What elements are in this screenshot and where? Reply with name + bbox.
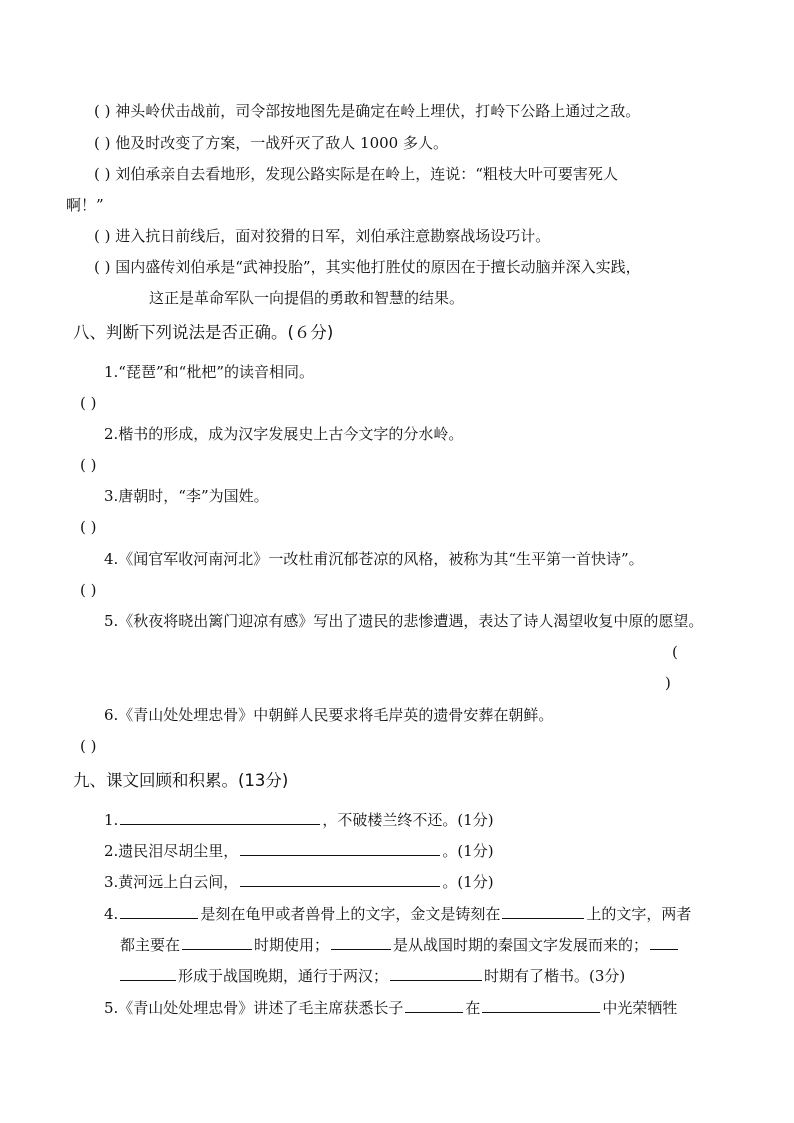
- judge-item-5: 5.《秋夜将晓出篱门迎凉有感》写出了遗民的悲惨遭遇，表达了诗人渴望收复中原的愿望。: [104, 612, 704, 630]
- order-item-1: [94, 101, 640, 121]
- order-item-text: 刘伯承亲自去看地形，发现公路实际是在岭上，连说：“粗枝大叶可要害死人: [115, 165, 618, 183]
- fill-blank[interactable]: [120, 809, 320, 825]
- fill-blank[interactable]: [240, 840, 440, 856]
- recall-q5: 5.《青山处处埋忠骨》讲述了毛主席获悉长子 在 中光荣牺牲: [104, 999, 678, 1017]
- fill-blank[interactable]: [120, 965, 176, 981]
- section-9-title: 九、课文回顾和积累。(13分): [73, 771, 289, 790]
- recall-q2: 2.遗民泪尽胡尘里， 。(1分): [104, 842, 494, 860]
- order-item-text: 进入抗日前线后，面对狡猾的日军，刘伯承注意勘察战场设巧计。: [115, 227, 551, 245]
- judge-item-3: 3.唐朝时，“李”为国姓。: [104, 487, 269, 505]
- recall-q1: 1. ，不破楼兰终不还。(1分): [104, 811, 494, 829]
- order-item-5-continuation: 这正是革命军队一向提倡的勇敢和智慧的结果。: [149, 289, 465, 307]
- fill-blank[interactable]: [182, 934, 252, 950]
- answer-bracket[interactable]: ( ): [94, 102, 111, 120]
- fill-blank[interactable]: [502, 903, 584, 919]
- fill-blank[interactable]: [482, 997, 600, 1013]
- section-8-title: 八、判断下列说法是否正确。(６分): [73, 323, 334, 342]
- recall-q3: 3.黄河远上白云间， 。(1分): [104, 873, 494, 891]
- judge-bracket-1[interactable]: ( ): [80, 394, 97, 412]
- judge-item-1: 1.“琵琶”和“枇杷”的读音相同。: [104, 363, 314, 381]
- recall-q4-line3: 形成于战国晚期，通行于两汉； 时期有了楷书。(3分): [120, 965, 625, 986]
- order-item-3-continuation: 啊！”: [66, 196, 104, 214]
- fill-blank[interactable]: [331, 934, 391, 950]
- judge-bracket-6[interactable]: ( ): [80, 737, 97, 755]
- answer-bracket[interactable]: ( ): [94, 165, 111, 183]
- order-item-text: 他及时改变了方案，一战歼灭了敌人 1000 多人。: [115, 134, 448, 152]
- judge-bracket-5-open[interactable]: (: [672, 643, 678, 661]
- fill-blank[interactable]: [390, 965, 482, 981]
- order-item-4: [94, 226, 550, 246]
- recall-q4-line2: 都主要在 时期使用； 是从战国时期的秦国文字发展而来的；: [120, 934, 680, 955]
- order-item-text: 国内盛传刘伯承是“武神投胎”，其实他打胜仗的原因在于擅长动脑并深入实践，: [115, 258, 641, 276]
- recall-q4-line1: 4. 是刻在龟甲或者兽骨上的文字，金文是铸刻在 上的文字，两者: [104, 905, 692, 923]
- fill-blank[interactable]: [120, 903, 198, 919]
- answer-bracket[interactable]: ( ): [94, 134, 111, 152]
- judge-bracket-3[interactable]: ( ): [80, 518, 97, 536]
- answer-bracket[interactable]: ( ): [94, 258, 111, 276]
- order-item-text: 神头岭伏击战前，司令部按地图先是确定在岭上埋伏，打岭下公路上通过之敌。: [115, 102, 641, 120]
- order-item-2: [94, 133, 448, 153]
- order-item-3: [94, 164, 618, 184]
- fill-blank[interactable]: [650, 934, 678, 950]
- judge-bracket-2[interactable]: ( ): [80, 456, 97, 474]
- fill-blank[interactable]: [240, 871, 440, 887]
- judge-item-4: 4.《闻官军收河南河北》一改杜甫沉郁苍凉的风格，被称为其“生平第一首快诗”。: [104, 550, 644, 568]
- answer-bracket[interactable]: ( ): [94, 227, 111, 245]
- judge-bracket-5-close[interactable]: ): [665, 674, 671, 692]
- order-item-5: [94, 257, 641, 277]
- fill-blank[interactable]: [405, 997, 463, 1013]
- judge-bracket-4[interactable]: ( ): [80, 581, 97, 599]
- judge-item-6: 6.《青山处处埋忠骨》中朝鲜人民要求将毛岸英的遗骨安葬在朝鲜。: [104, 706, 554, 724]
- judge-item-2: 2.楷书的形成，成为汉字发展史上古今文字的分水岭。: [104, 425, 464, 443]
